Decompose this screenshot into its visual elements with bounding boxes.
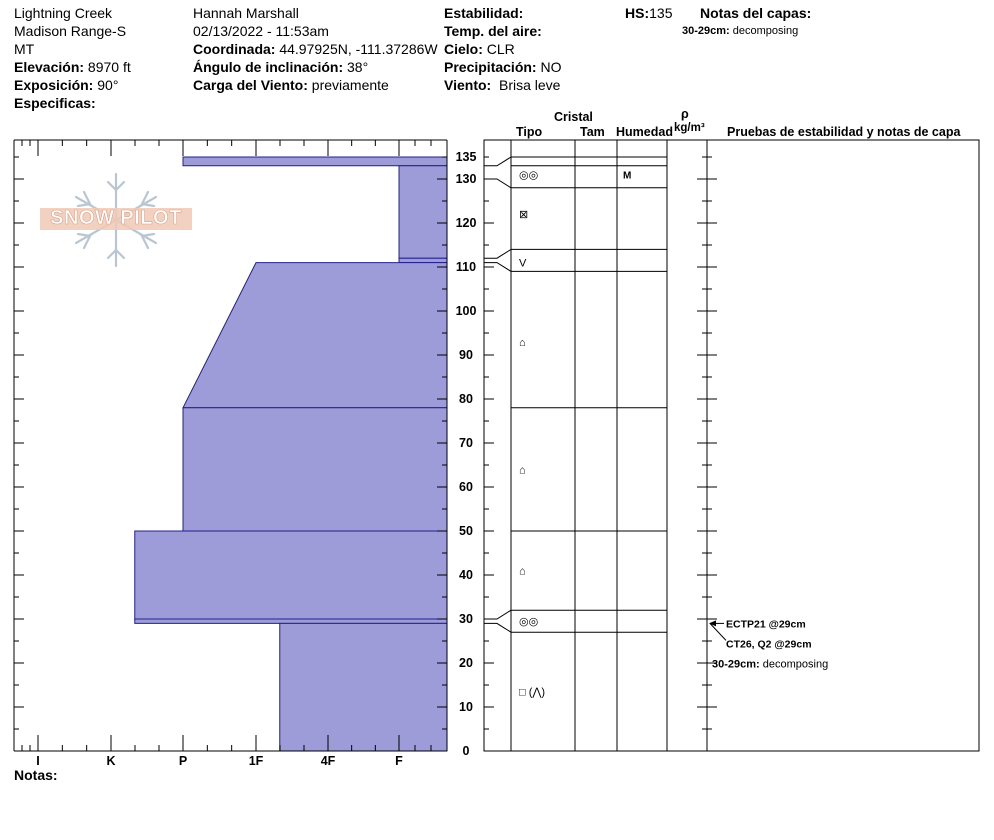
- hs-value: 135: [649, 5, 673, 21]
- height-tick-label: 40: [459, 568, 473, 582]
- header-layer-note-text: decomposing: [732, 25, 799, 37]
- layer-connector: [484, 249, 511, 258]
- crystal-type-symbol: ◎◎: [519, 169, 539, 182]
- hardness-layer: [280, 623, 447, 751]
- height-tick-label: 70: [459, 436, 473, 450]
- coord-label: Coordinada:: [193, 41, 276, 57]
- specifics-label: Especificas:: [14, 95, 96, 111]
- layer-note: [712, 658, 828, 670]
- moisture-header: Humedad: [616, 125, 673, 139]
- height-tick-label: 100: [455, 304, 477, 318]
- hardness-layer: [183, 157, 447, 166]
- hardness-layer: [399, 258, 447, 262]
- stability-test-result: ECTP21 @29cm: [726, 618, 806, 631]
- layer-connector: [484, 157, 511, 166]
- wind-load-value: previamente: [311, 77, 389, 93]
- air-temp-label: Temp. del aire:: [444, 23, 542, 39]
- state-name: MT: [14, 41, 35, 57]
- elevation-value: 8970 ft: [87, 59, 131, 75]
- observation-datetime: 02/13/2022 - 11:53am: [193, 23, 329, 39]
- height-tick-label: 0: [462, 744, 470, 758]
- tests-header: Pruebas de estabilidad y notas de capa: [727, 125, 961, 139]
- hardness-layer: [399, 166, 447, 258]
- height-tick-label: 20: [459, 656, 473, 670]
- crystal-type-symbol: ⌂: [519, 464, 526, 477]
- hs-label: HS:: [625, 5, 650, 21]
- slope-value: 38°: [347, 59, 369, 75]
- height-tick-label: 50: [459, 524, 473, 538]
- stability-label: Estabilidad:: [444, 5, 524, 21]
- range-name: Madison Range-S: [14, 23, 127, 39]
- layer-note-text: decomposing: [762, 658, 829, 671]
- layer-connector: [484, 610, 511, 619]
- rho-header: ρ: [681, 107, 689, 121]
- crystal-type-symbol: ◎◎: [519, 616, 539, 629]
- height-tick-label: 130: [455, 172, 477, 186]
- layer-notes-label: Notas del capas:: [700, 5, 812, 21]
- height-tick-label: 30: [459, 612, 473, 626]
- hardness-tick-label: 4F: [320, 754, 336, 768]
- moisture-value: M: [623, 170, 632, 182]
- wind-value: Brisa leve: [498, 77, 561, 93]
- hardness-layer: [135, 619, 447, 623]
- height-tick-label: 135: [455, 150, 477, 164]
- sky-value: CLR: [486, 41, 515, 57]
- header-layer-note-depth: 30-29cm:: [682, 25, 730, 37]
- hardness-layer: [183, 263, 447, 408]
- observer-name: Hannah Marshall: [193, 5, 299, 21]
- crystal-type-symbol: V: [519, 257, 527, 270]
- hardness-tick-label: I: [36, 754, 40, 768]
- stability-tests-column: [709, 618, 828, 670]
- type-header: Tipo: [516, 125, 543, 139]
- elevation-label: Elevación:: [14, 59, 85, 75]
- layer-connector: [484, 623, 511, 632]
- stability-test-result: CT26, Q2 @29cm: [726, 638, 812, 651]
- height-tick-label: 120: [455, 216, 477, 230]
- size-header: Tam: [580, 125, 605, 139]
- wind-load-label: Carga del Viento:: [193, 77, 308, 93]
- layer-connector: [484, 179, 511, 188]
- snowpilot-logo-text: SNOW PILOT: [50, 207, 182, 229]
- crystal-type-symbol: □ (⋀): [519, 686, 546, 699]
- exposure-label: Exposición:: [14, 77, 94, 93]
- hardness-layer: [135, 531, 447, 619]
- coord-value: 44.97925N, -111.37286W: [279, 41, 438, 57]
- height-tick-label: 90: [459, 348, 473, 362]
- sky-label: Cielo:: [444, 41, 483, 57]
- location-name: Lightning Creek: [14, 5, 113, 21]
- precip-value: NO: [540, 59, 562, 75]
- exposure-value: 90°: [97, 77, 119, 93]
- height-tick-label: 60: [459, 480, 473, 494]
- hardness-profile: [135, 157, 447, 751]
- crystal-type-symbol: ⌂: [519, 565, 526, 578]
- density-unit-header: kg/m³: [674, 122, 705, 134]
- slope-label: Ángulo de inclinación:: [193, 59, 344, 75]
- hardness-layer: [183, 408, 447, 531]
- hardness-tick-label: 1F: [248, 754, 264, 768]
- moisture-column: [623, 171, 631, 182]
- hardness-tick-label: K: [106, 754, 116, 768]
- notes-label: Notas:: [14, 767, 58, 783]
- height-tick-label: 110: [455, 260, 477, 274]
- precip-label: Precipitación:: [444, 59, 537, 75]
- height-tick-label: 10: [459, 700, 473, 714]
- height-tick-label: 80: [459, 392, 473, 406]
- crystal-type-symbol: ⌂: [519, 336, 526, 349]
- hardness-tick-label: P: [178, 754, 188, 768]
- crystal-header: Cristal: [554, 110, 593, 124]
- hardness-tick-label: F: [395, 754, 403, 768]
- test-pointer-line: [710, 623, 726, 640]
- wind-label: Viento:: [444, 77, 492, 93]
- crystal-type-symbol: ⊠: [519, 209, 529, 222]
- layer-note-depth: 30-29cm:: [712, 658, 763, 671]
